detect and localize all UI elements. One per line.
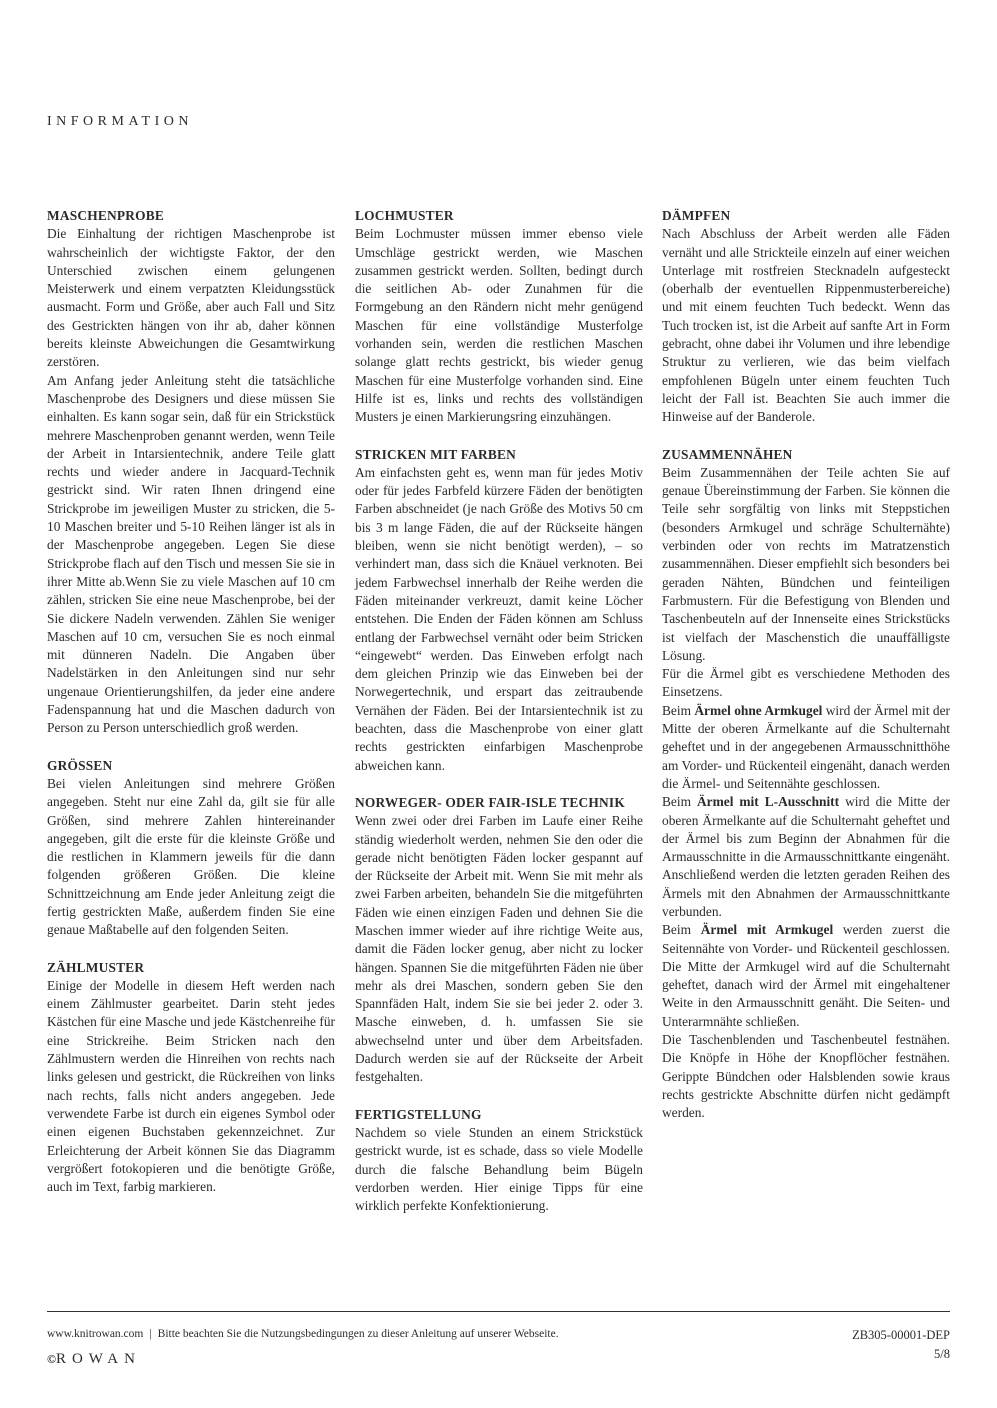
section-paragraph [47, 775, 335, 940]
document-code: ZB305-00001-DEP [852, 1328, 950, 1342]
section-paragraph [662, 702, 950, 793]
column-2 [355, 207, 643, 1234]
section-paragraph [355, 1124, 643, 1215]
section-paragraph [662, 464, 950, 665]
rowan-logo [47, 1351, 141, 1368]
text-run: Einige der Modelle in diesem Heft werden nach einem Zählmuster gearbeitet. Darin steht jedes Kästchen für eine Masche und jede Kästchenreihe für eine Strickreihe. Beim Stricken nach den Zählmustern werden die Hinreihen von rechts nach links gelesen und gestrickt, die Rückreihen von links nach rechts, falls nicht anders angegeben. Jede verwendete Farbe ist durch ein eigenes Symbol oder einen eigenen Buchstaben gekennzeichnet. Zur Erleichterung der Arbeit können Sie das Diagramm vergrößert fotokopieren und die benötigte Größe, auch im Text, farbig markieren. [47, 977, 335, 1195]
section-paragraph [662, 1031, 950, 1122]
section-title: ZUSAMMENNÄHEN [662, 446, 793, 462]
section-lochmuster [355, 207, 643, 427]
text-run: Beim [662, 794, 697, 810]
section-grössen [47, 757, 335, 940]
section-title: DÄMPFEN [662, 208, 731, 223]
section-fertigstellung [355, 1106, 643, 1216]
section-title: STRICKEN MIT FARBEN [355, 446, 517, 462]
section-title: FERTIGSTELLUNG [355, 1106, 482, 1122]
footer-usage-note: Bitte beachten Sie die Nutzungsbedingungen zu dieser Anleitung auf unserer Webseite. [157, 1328, 559, 1340]
text-run: Beim [662, 702, 695, 718]
section-paragraph [355, 464, 643, 775]
section-title: ZÄHLMUSTER [47, 959, 145, 975]
section-paragraph [662, 225, 950, 426]
section-paragraph [662, 793, 950, 921]
text-run: wird der Ärmel mit der Mitte der oberen Ärmelkante auf die Schulternaht geheftet und in der angegebenen Armausschnitthöhe am Vorder- und Rückenteil eingenäht, danach werden die Ärmel- und Seitennähte geschlossen. [662, 702, 951, 791]
footer-separator: | [149, 1328, 152, 1340]
text-run: Für die Ärmel gibt es verschiedene Methoden des Einsetzens. [662, 666, 950, 700]
text-run: Wenn zwei oder drei Farben im Laufe einer Reihe ständig wiederholt werden, nehmen Sie den oder die gerade nicht benötigten Fäden locker gespannt auf der Rückseite der Arbeit mit. Wenn Sie mit mehr als zwei Farben arbeiten, behandeln Sie die mitgeführten Fäden wie einen einzigen Faden und dehnen Sie die Maschen immer wieder auf ihre richtige Weite aus, damit die Fäden locker genug, aber nicht zu locker hängen. Spannen Sie die mitgeführten Fäden nie über mehr als drei Maschen, sondern geben Sie den Spannfäden Halt, indem Sie sie bei jeder 2. oder 3. Masche einweben, d. h. umfassen Sie sie abwechselnd unter und über dem Arbeitsfaden. Dadurch werden sie auf der Rückseite der Arbeit festgehalten. [355, 813, 643, 1085]
page-heading: INFORMATION [47, 114, 193, 129]
text-run: Nachdem so viele Stunden an einem Strickstück gestrickt wurde, ist es schade, dass so viele Modelle durch die falsche Behandlung beim Bügeln verdorben werden. Hier einige Tipps für eine wirklich perfekte Konfektionierung. [355, 1124, 643, 1214]
footer-divider [47, 1311, 950, 1312]
section-paragraph [355, 225, 643, 426]
section-paragraph [47, 225, 335, 371]
brand-name: ROWAN [55, 1351, 141, 1367]
section-title: GRÖSSEN [47, 757, 113, 773]
section-zusammennähen [662, 446, 950, 1123]
text-run: Am einfachsten geht es, wenn man für jedes Motiv oder für jedes Farbfeld kürzere Fäden der benötigten Farben abschneidet (je nach Größe des Motivs 50 cm bis 3 m lange Fäden, die auf der Rückseite hängen bleiben, wenn sie nicht benötigt werden), – so verhindert man, dass sich die Knäuel verknoten. Bei jedem Farbwechsel innerhalb der Reihe werden die Fäden miteinander verkreuzt, damit keine Löcher entstehen. Die Enden der Fäden können am Schluss entlang der Farbwechsel vernäht oder beim Stricken “eingewebt“ werden. Das Einweben erfolgt nach dem gleichen Prinzip wie das Einweben bei der Norwegertechnik, und erspart das zeitraubende Vernähen der Fäden. Bei der Intarsientechnik ist zu beachten, dass die Maschenprobe von einer glatt rechts gestrickten einfarbigen Maschenprobe abweichen kann. [355, 464, 643, 773]
section-paragraph [355, 812, 643, 1086]
footer-note [47, 1328, 559, 1340]
text-run: Beim Zusammennähen der Teile achten Sie auf genaue Übereinstimmung der Farben. Sie können die Teile sehr sorgfältig von links mit Steppstichen (besonders Armkugel und schräge Schulternähte) verbinden oder von rechts im Matratzenstich zusammennähen. Dieser empfiehlt sich besonders bei geraden Nähten, Bündchen und feinteiligen Farbmustern. Für die Befestigung von Blenden und Taschenbeuteln auf der Innenseite eines Strickstücks ist vielfach der Maschenstich die unauffälligste Lösung. [662, 464, 950, 663]
column-3 [662, 207, 950, 1142]
text-run: Beim [662, 922, 701, 938]
section-paragraph [47, 372, 335, 738]
emphasis-term: Ärmel mit L-Ausschnitt [696, 794, 840, 810]
text-run: Die Taschenblenden und Taschenbeutel festnähen. Die Knöpfe in Höhe der Knopflöcher festnähen. Gerippte Bündchen oder Halsblenden sowie kraus rechts gestrickte Abschnitte dürfen nicht gedämpft werden. [662, 1032, 950, 1121]
section-paragraph [662, 665, 950, 702]
section-zählmuster [47, 959, 335, 1197]
text-run: wird die Mitte der oberen Ärmelkante auf die Schulternaht geheftet und der Ärmel bis zum Beginn der Abnahmen für die Armausschnitte in die Armausschnittkante eingenäht. Anschließend werden die letzten geraden Reihen des Ärmels mit den Abnahmen der Armausschnittkante verbunden. [662, 794, 951, 919]
emphasis-term: Ärmel mit Armkugel [700, 922, 834, 938]
section-norweger-oder-fair-isle-technik [355, 794, 643, 1087]
text-run: werden zuerst die Seitennähte von Vorder- und Rückenteil geschlossen. Die Mitte der Armkugel wird auf die Schulternaht geheftet, danach wird der Ärmel mit eingehaltener Weite in den Armausschnitt genäht. Die Seiten- und Unterarmnähte schließen. [662, 922, 951, 1029]
footer-website-link[interactable]: www.knitrowan.com [47, 1328, 144, 1340]
section-title: MASCHENPROBE [47, 208, 164, 223]
section-paragraph [47, 977, 335, 1197]
page-number: 5/8 [934, 1347, 950, 1361]
section-title: LOCHMUSTER [355, 208, 454, 223]
section-stricken-mit-farben [355, 446, 643, 775]
text-run: Nach Abschluss der Arbeit werden alle Fäden vernäht und alle Strickteile einzeln auf einer weichen Unterlage mit rostfreien Stecknadeln aufgesteckt (oberhalb der eventuellen Rippenmusterbereiche) und mit einem feuchten Tuch bedeckt. Wenn das Tuch trocken ist, ist die Arbeit auf sanfte Art in Form gebracht, ohne dabei ihr Volumen und ihre lebendige Struktur zu verlieren, wie das beim vielfach empfohlenen Bügeln unter einem feuchten Tuch leicht der Fall ist. Beachten Sie auch immer die Hinweise auf der Banderole. [662, 226, 950, 425]
emphasis-term: Ärmel ohne Armkugel [694, 702, 823, 718]
copyright-symbol: © [47, 1352, 56, 1366]
text-run: Bei vielen Anleitungen sind mehrere Größen angegeben. Steht nur eine Zahl da, gilt sie für alle Größen, sind mehrere Zahlen hintereinander angegeben, gilt die erste für die kleinste Größe und die restlichen in Klammern jeweils für die dann folgenden größeren Größen. Die kleine Schnittzeichnung am Ende jeder Anleitung zeigt die fertig gestrickten Maße, außerdem finden Sie eine genaue Maßtabelle auf den folgenden Seiten. [47, 775, 335, 938]
section-maschenprobe [47, 207, 335, 738]
text-run: Beim Lochmuster müssen immer ebenso viele Umschläge gestrickt werden, wie Maschen zusammen gestrickt werden. Sollten, bedingt durch die seitlichen Ab- oder Zunahmen für die Formgebung an den Rändern nicht mehr genügend Maschen für eine vollständige Musterfolge vorhanden sein, werden die restlichen Maschen solange glatt rechts gestrickt, bis wieder genug Maschen für eine Musterfolge vorhanden sind. Eine Hilfe ist es, links und rechts des vollständigen Musters je einen Markierungsring einzuhängen. [355, 226, 643, 425]
section-paragraph [662, 921, 950, 1031]
section-title: NORWEGER- ODER FAIR-ISLE TECHNIK [355, 794, 625, 810]
text-run: Die Einhaltung der richtigen Maschenprobe ist wahrscheinlich der wichtigste Faktor, der den Unterschied zwischen einem gelungenen Meisterwerk und einem verpatzten Kleidungsstück ausmacht. Form und Größe, aber auch Fall und Sitz des Gestrickten hängen von ihr ab, daher können bereits kleinste Abweichungen die Gesamtwirkung zerstören. [47, 226, 335, 370]
section-dämpfen [662, 207, 950, 427]
column-1 [47, 207, 335, 1215]
text-run: Am Anfang jeder Anleitung steht die tatsächliche Maschenprobe des Designers und diese müssen Sie einhalten. Es kann sogar sein, daß für ein Strickstück mehrere Maschenproben genannt werden, wenn Teile der Arbeit in Intarsientechnik, andere Teile glatt rechts und wieder andere in Jacquard-Technik gestrickt sind. Wir raten Ihnen dringend eine Strickprobe im jeweiligen Muster zu stricken, die 5-10 Maschen breiter und 5-10 Reihen länger ist als in der Maschenprobe angegeben. Legen Sie diese Strickprobe flach auf den Tisch und messen Sie sie in ihrer Mitte ab.Wenn Sie zu viele Maschen auf 10 cm zählen, stricken Sie eine neue Maschenprobe, bei der Sie dickere Nadeln verwenden. Zählen Sie weniger Maschen auf 10 cm, versuchen Sie es noch einmal mit dünneren Nadeln. Die Angaben über Nadelstärken in den Anleitungen sind nur sehr ungenaue Orientierungshilfen, da jeder eine andere Fadenspannung hat und die Maschen dadurch von Person zu Person unterschiedlich groß werden. [47, 372, 335, 736]
